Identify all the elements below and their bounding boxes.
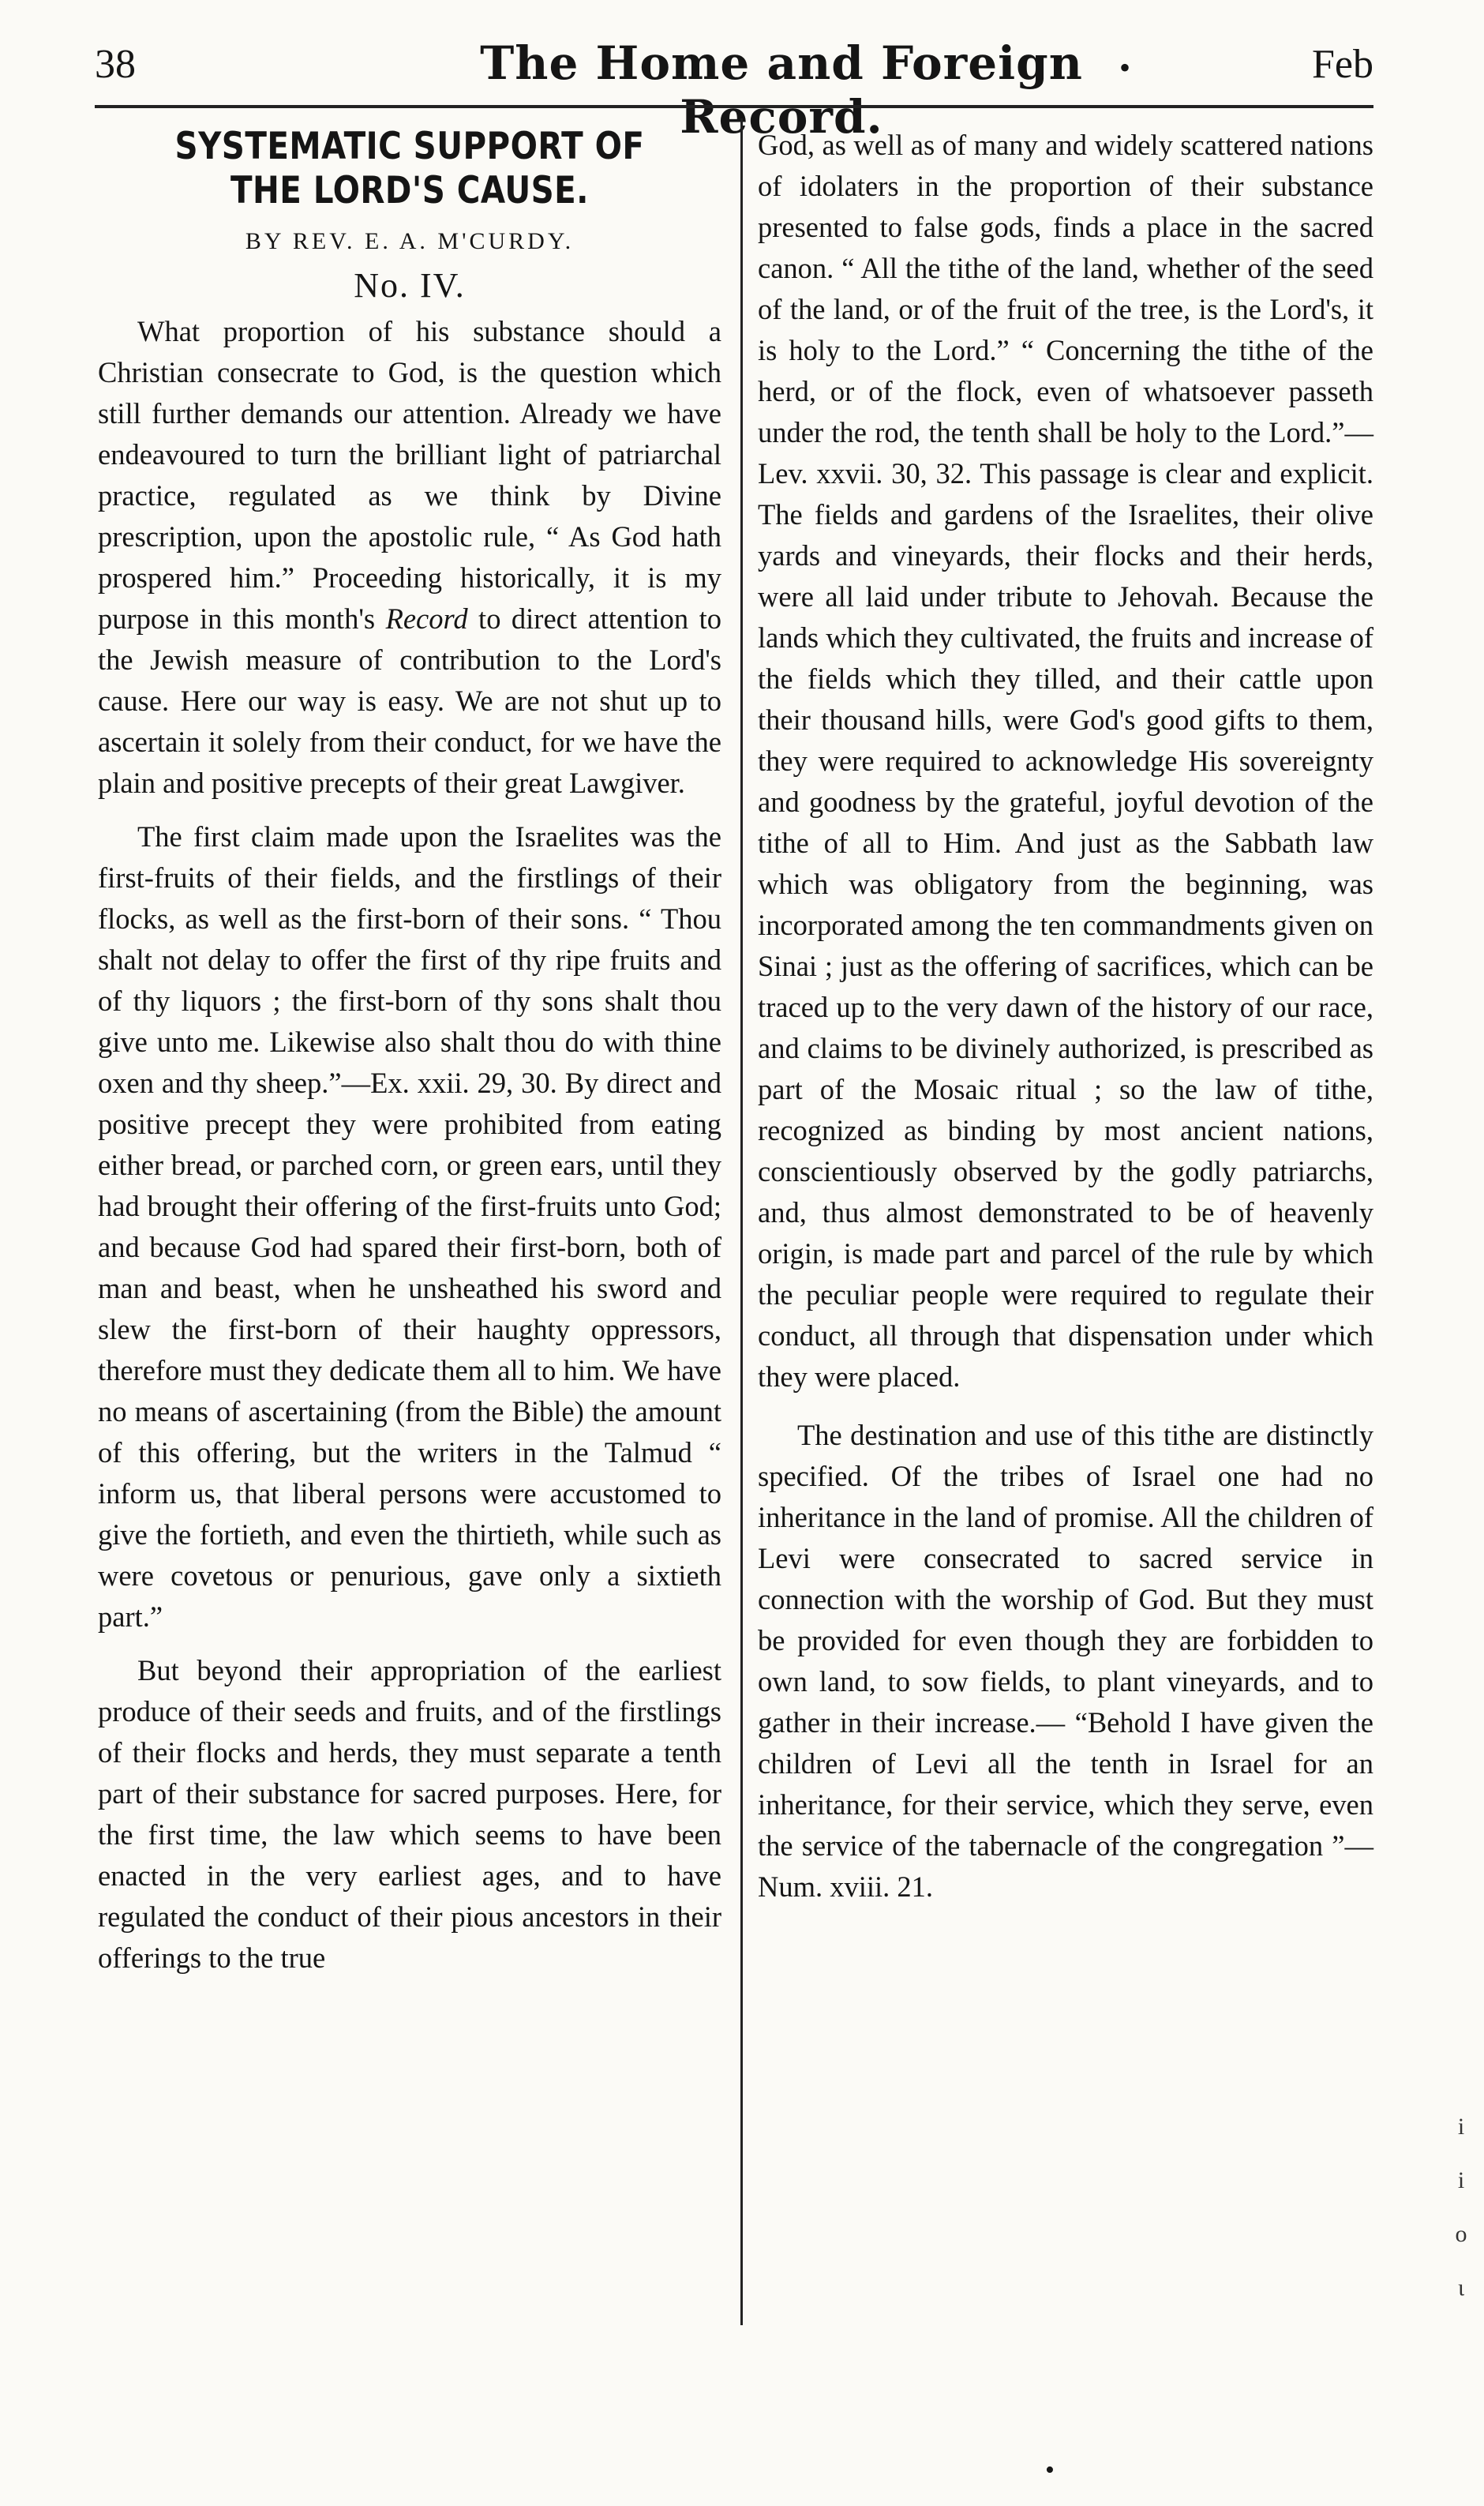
- paragraph: The destination and use of this tithe are distinctly specified. Of the tribes of Israel one had no inheritance in the land of promise. All the children of Levi were consecrated to sacred service in connection with the worship of God. But they must be provided for even though they are forbidden to own land, to sow fields, to plant vineyards, and to gather in their increase.— “Behold I have given the children of Levi all the tenth in Israel for an inheritance, for their service, which they serve, even the service of the tabernacle of the congregation ”—Num. xviii. 21.: [758, 1419, 1373, 1903]
- page-header: [95, 32, 1373, 144]
- left-column: [98, 125, 721, 1979]
- paragraph: God, as well as of many and widely scattered nations of idolaters in the proportion of their substance presented to false gods, finds a place in the sacred canon. “ All the tithe of the land, whether of the seed of the land, or of the fruit of the tree, is the Lord's, it is holy to the Lord.” “ Concerning the tithe of the herd, or of the flock, even of whatsoever passeth under the rod, the tenth shall be holy to the Lord.”—Lev. xxvii. 30, 32. This passage is clear and explicit. The fields and gardens of the Israelites, their olive yards and vineyards, their flocks and their herds, were all laid under tribute to Jehovah. Because the lands which they cultivated, the fruits and increase of the fields which they tilled, and their cattle upon their thousand hills, were God's good gifts to them, they were required to acknowledge His sovereignty and goodness by the grateful, joyful devotion of the tithe of all to Him. And just as the Sabbath law which was obligatory from the beginning, was incorporated among the ten commandments given on Sinai ; just as the offering of sacrifices, which can be traced up to the very dawn of the history of our race, and claims to be divinely authorized, is prescribed as part of the Mosaic ritual ; so the law of tithe, recognized as binding by most ancient nations, conscientiously observed by the godly patriarchs, and, thus almost demonstrated to be of heavenly origin, is made part and parcel of the rule by which the peculiar people were required to regulate their conduct, all through that dispensation under which they were placed.: [758, 129, 1373, 1393]
- article-byline: BY REV. E. A. M'CURDY.: [245, 228, 575, 254]
- footer-dot: •: [1045, 2455, 1055, 2485]
- article-number: No. IV.: [354, 266, 466, 305]
- margin-marks: [1449, 2100, 1473, 2315]
- issue-month: Feb: [1312, 42, 1373, 87]
- margin-mark: o: [1455, 2221, 1467, 2247]
- running-title: The Home and Foreign Record.: [480, 36, 1083, 144]
- right-column: [758, 125, 1373, 1908]
- record-italic: Record: [385, 602, 468, 635]
- paragraph: What proportion of his substance should a Christian consecrate to God, is the question which still further demands our attention. Already we have endeavoured to turn the brilliant light of patriarchal practice, regulated as we think by Divine prescription, upon the apostolic rule, “ As God hath prospered him.” Proceeding historically, it is my purpose in this month's Record to direct attention to the Jewish measure of contribution to the Lord's cause. Here our way is easy. We are not shut up to ascertain it solely from their conduct, for we have the plain and positive precepts of their great Lawgiver.: [98, 315, 721, 799]
- paragraph: The first claim made upon the Israelites was the first-fruits of their fields, and the firstlings of their flocks, as well as the first-born of their sons. “ Thou shalt not delay to offer the first of thy ripe fruits and of thy liquors ; the first-born of thy sons shalt thou give unto me. Likewise also shalt thou do with thine oxen and thy sheep.”—Ex. xxii. 29, 30. By direct and positive precept they were prohibited from eating either bread, or parched corn, or green ears, until they had brought their offering of the first-fruits unto God; and because God had spared their first-born, both of man and beast, when he unsheathed his sword and slew the first-born of their haughty oppressors, therefore must they dedicate them all to him. We have no means of ascertaining (from the Bible) the amount of this offering, but the writers in the Talmud “ inform us, that liberal persons were accustomed to give the fortieth, and even the thirtieth, while such as were covetous or penurious, gave only a sixtieth part.”: [98, 820, 721, 1633]
- article-title: SYSTEMATIC SUPPORT OF THE LORD'S CAUSE.: [174, 125, 645, 212]
- page-number: 38: [95, 42, 136, 87]
- paragraph: But beyond their appropriation of the earliest produce of their seeds and fruits, and of the firstlings of their flocks and herds, they must separate a tenth part of their substance for sacred purposes. Here, for the first time, the law which seems to have been enacted in the very earliest ages, and to have regulated the conduct of their pious ancestors in their offerings to the true: [98, 1654, 721, 1974]
- header-separator-dot: •: [1119, 50, 1131, 85]
- margin-mark: ι: [1457, 2275, 1465, 2301]
- header-rule: [95, 105, 1373, 108]
- margin-mark: i: [1457, 2167, 1465, 2193]
- margin-mark: i: [1457, 2114, 1465, 2140]
- column-divider: [740, 118, 743, 2325]
